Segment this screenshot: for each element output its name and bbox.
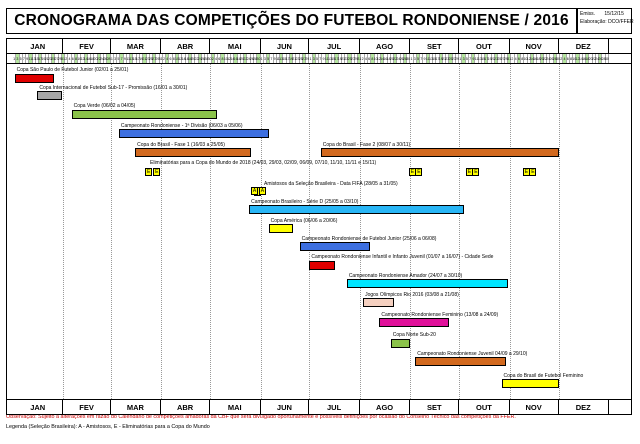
chart-frame xyxy=(6,38,632,415)
eliminatoria-marker: E xyxy=(474,169,478,175)
month-label-jul: JUL xyxy=(309,400,359,414)
day-cell: 10 xyxy=(78,54,81,63)
day-cell: 23 xyxy=(147,54,150,63)
month-label-fev: FEV xyxy=(63,39,110,53)
header-rule xyxy=(6,53,632,54)
day-cell: 7 xyxy=(420,54,423,63)
day-cell: 8 xyxy=(221,54,224,63)
eliminatoria-marker: E xyxy=(467,169,472,175)
task-label: Copa Verde (06/02 a 04/05) xyxy=(73,103,136,109)
day-cell: 11 xyxy=(29,54,32,63)
day-cell: 9 xyxy=(124,54,127,63)
month-label-set: SET xyxy=(410,400,459,414)
day-cell: 27 xyxy=(453,54,456,63)
day-cell: 1 xyxy=(309,54,312,63)
month-label-out: OUT xyxy=(459,400,509,414)
day-cell: 25 xyxy=(449,54,452,63)
day-cell: 9 xyxy=(423,54,426,63)
day-cell: 21 xyxy=(443,54,446,63)
day-cell: 24 xyxy=(247,54,250,63)
day-cell: 5 xyxy=(466,54,469,63)
day-cell: 16 xyxy=(234,54,237,63)
day-cell: 8 xyxy=(521,54,524,63)
day-cell: 6 xyxy=(72,54,75,63)
month-label-dez: DEZ xyxy=(559,400,609,414)
header-rule xyxy=(6,414,632,415)
day-cell: 23 xyxy=(49,54,52,63)
day-cell: 19 xyxy=(488,54,491,63)
day-cell: 4 xyxy=(215,54,218,63)
day-cell: 14 xyxy=(231,54,234,63)
day-cell: 6 xyxy=(169,54,172,63)
day-cell: 27 xyxy=(55,54,58,63)
day-cell: 5 xyxy=(267,54,270,63)
day-cell: 7 xyxy=(319,54,322,63)
day-cell: 11 xyxy=(326,54,329,63)
month-label-mai: MAI xyxy=(210,400,260,414)
day-cell: 26 xyxy=(251,54,254,63)
day-cell: 20 xyxy=(391,54,394,63)
day-cell: 25 xyxy=(52,54,55,63)
day-cell: 28 xyxy=(205,54,208,63)
day-cell: 27 xyxy=(303,54,306,63)
day-cell: 26 xyxy=(104,54,107,63)
day-cell: 22 xyxy=(98,54,101,63)
eliminatorias-label: Eliminatórias para a Copa do Mundo de 2018 (24/03, 29/03, 02/09, 06/09, 07/10, 11/10, 11/11 e 15/11) xyxy=(150,160,377,166)
day-cell: 22 xyxy=(544,54,547,63)
day-cell: 13 xyxy=(33,54,36,63)
day-cell: 25 xyxy=(150,54,153,63)
day-cell: 8 xyxy=(75,54,78,63)
day-cell: 22 xyxy=(195,54,198,63)
day-cell: 2 xyxy=(163,54,166,63)
day-cell: 17 xyxy=(436,54,439,63)
task-label: Copa do Brasil de Futebol Feminino xyxy=(503,373,584,379)
day-cell: 25 xyxy=(300,54,303,63)
task-label: Copa Norte Sub-20 xyxy=(392,332,436,338)
day-cell: 30 xyxy=(257,54,260,63)
day-cell: 31 xyxy=(62,54,65,63)
task-label: Copa do Brasil - Fase 2 (08/07 a 30/11) xyxy=(322,142,411,148)
day-cell: 3 xyxy=(414,54,417,63)
month-label-fev: FEV xyxy=(63,400,110,414)
month-label-mai: MAI xyxy=(210,39,260,53)
day-cell: 13 xyxy=(130,54,133,63)
eliminatoria-marker: E xyxy=(531,169,535,175)
day-cell: 24 xyxy=(596,54,599,63)
month-label-jun: JUN xyxy=(261,39,310,53)
day-cell: 31 xyxy=(160,54,163,63)
day-cell: 13 xyxy=(280,54,283,63)
day-cell: 24 xyxy=(547,54,550,63)
day-cell: 13 xyxy=(430,54,433,63)
day-cell: 20 xyxy=(241,54,244,63)
day-cell: 18 xyxy=(537,54,540,63)
chart-title: CRONOGRAMA DAS COMPETIÇÕES DO FUTEBOL RONDONIENSE / 2016 xyxy=(6,8,577,34)
day-cell: 18 xyxy=(388,54,391,63)
day-cell: 21 xyxy=(492,54,495,63)
day-cell: 10 xyxy=(524,54,527,63)
day-cell: 30 xyxy=(557,54,560,63)
day-cell: 3 xyxy=(462,54,465,63)
day-cell: 7 xyxy=(120,54,123,63)
day-cell: 18 xyxy=(189,54,192,63)
task-label: Campeonato Rondoniense Amador (24/07 a 30/10) xyxy=(348,273,463,279)
month-label-mar: MAR xyxy=(111,39,161,53)
day-cell: 14 xyxy=(580,54,583,63)
day-cell: 30 xyxy=(606,54,609,63)
header-rule xyxy=(6,38,632,39)
emission-info xyxy=(577,8,632,34)
month-label-abr: ABR xyxy=(161,400,210,414)
day-cell: 15 xyxy=(433,54,436,63)
day-cell: 19 xyxy=(42,54,45,63)
task-label: Campeonato Rondoniense Feminino (13/08 a 24/09) xyxy=(381,312,499,318)
day-cell: 13 xyxy=(329,54,332,63)
day-cell: 25 xyxy=(498,54,501,63)
eliminatoria-marker: E xyxy=(155,169,159,175)
day-cell: 7 xyxy=(270,54,273,63)
day-cell: 17 xyxy=(39,54,42,63)
day-cell: 29 xyxy=(505,54,508,63)
day-cell: 1 xyxy=(410,54,413,63)
day-cell: 12 xyxy=(179,54,182,63)
day-cell: 27 xyxy=(352,54,355,63)
day-cell: 17 xyxy=(485,54,488,63)
day-cell: 4 xyxy=(563,54,566,63)
amistoso-marker: A xyxy=(252,188,257,194)
day-cell: 19 xyxy=(290,54,293,63)
month-label-jul: JUL xyxy=(309,39,359,53)
task-label: Copa Internacional de Futebol Sub-17 - Promissão (16/01 a 30/01) xyxy=(39,85,188,91)
observation-note: Observação: Sujeito a alterações em razão do Calendário de competições amadoras da CBF que será divulgado oportunamente e possíveis definições por ocasião do Conselho Técnico das competições da FFER. xyxy=(6,414,516,420)
day-cell: 17 xyxy=(287,54,290,63)
month-label-dez: DEZ xyxy=(559,39,609,53)
task-label: Copa América (06/06 a 20/06) xyxy=(270,218,338,224)
day-cell: 12 xyxy=(81,54,84,63)
day-cell: 20 xyxy=(589,54,592,63)
day-cell: 24 xyxy=(101,54,104,63)
day-cell: 20 xyxy=(541,54,544,63)
task-label: Copa do Brasil - Fase 1 (16/03 a 25/05) xyxy=(137,142,225,148)
day-cell: 7 xyxy=(469,54,472,63)
day-cell: 19 xyxy=(440,54,443,63)
day-cell: 8 xyxy=(371,54,374,63)
day-cell: 16 xyxy=(583,54,586,63)
eliminatoria-marker: E xyxy=(417,169,421,175)
day-cell: 5 xyxy=(316,54,319,63)
day-cell: 28 xyxy=(254,54,257,63)
day-cell: 2 xyxy=(212,54,215,63)
day-cell: 8 xyxy=(173,54,176,63)
day-cell: 23 xyxy=(296,54,299,63)
day-cell: 22 xyxy=(394,54,397,63)
day-cell: 15 xyxy=(482,54,485,63)
task-label: Campeonato Brasileiro - Série D (25/05 a 03/10) xyxy=(251,199,359,205)
day-cell: 9 xyxy=(274,54,277,63)
day-cell: 17 xyxy=(335,54,338,63)
day-cell: 12 xyxy=(576,54,579,63)
month-label-jan: JAN xyxy=(13,400,63,414)
day-cell: 26 xyxy=(202,54,205,63)
day-cell: 18 xyxy=(586,54,589,63)
task-label: Amistosos da Seleção Brasileira - Data FIFA (28/05 a 31/05) xyxy=(264,181,398,187)
month-label-set: SET xyxy=(410,39,459,53)
day-cell: 26 xyxy=(401,54,404,63)
day-cell: 4 xyxy=(365,54,368,63)
legend-note: Legenda (Seleção Brasileira): A - Amistosos, E - Eliminatórias para a Copa do Mundo xyxy=(6,424,210,430)
day-cell: 10 xyxy=(573,54,576,63)
day-cell: 2 xyxy=(361,54,364,63)
day-cell: 3 xyxy=(114,54,117,63)
day-cell: 3 xyxy=(264,54,267,63)
month-label-nov: NOV xyxy=(510,400,559,414)
day-cell: 27 xyxy=(153,54,156,63)
day-cell: 4 xyxy=(515,54,518,63)
day-cell: 12 xyxy=(228,54,231,63)
day-cell: 29 xyxy=(59,54,62,63)
day-cell: 29 xyxy=(156,54,159,63)
day-cell: 14 xyxy=(85,54,88,63)
task-label: Campeonato Rondoniense de Futebol Junior (25/06 a 06/08) xyxy=(301,236,437,242)
day-cell: 26 xyxy=(599,54,602,63)
day-cell: 1 xyxy=(459,54,462,63)
day-cell: 29 xyxy=(306,54,309,63)
day-cell: 14 xyxy=(381,54,384,63)
month-label-out: OUT xyxy=(459,39,509,53)
month-label-ago: AGO xyxy=(360,39,410,53)
day-cell: 29 xyxy=(355,54,358,63)
task-label: Campeonato Rondoniense Juvenil 04/09 a 29/10) xyxy=(417,351,528,357)
day-cell: 6 xyxy=(518,54,521,63)
task-label: Copa São Paulo de Futebol Junior (02/01 a 25/01) xyxy=(16,67,129,73)
day-cell: 26 xyxy=(550,54,553,63)
day-cell: 30 xyxy=(208,54,211,63)
eliminatoria-marker: E xyxy=(146,169,151,175)
day-cell: 28 xyxy=(404,54,407,63)
day-cell: 24 xyxy=(397,54,400,63)
day-cell: 12 xyxy=(528,54,531,63)
day-cell: 16 xyxy=(88,54,91,63)
day-cell: 22 xyxy=(244,54,247,63)
day-cell: 28 xyxy=(107,54,110,63)
task-label: Campeonato Rondoniense Infantil e Infanto Juvenil (01/07 a 16/07) - Cidade Sede xyxy=(311,254,494,260)
header-rule xyxy=(6,63,632,64)
day-cell: 23 xyxy=(345,54,348,63)
day-cell: 19 xyxy=(140,54,143,63)
day-cell: 14 xyxy=(182,54,185,63)
day-cell: 14 xyxy=(531,54,534,63)
day-cell: 9 xyxy=(26,54,29,63)
day-cell: 2 xyxy=(560,54,563,63)
day-cell: 16 xyxy=(384,54,387,63)
month-label-mar: MAR xyxy=(111,400,161,414)
day-cell: 16 xyxy=(186,54,189,63)
day-cell: 15 xyxy=(134,54,137,63)
day-cell: 4 xyxy=(166,54,169,63)
day-cell: 21 xyxy=(143,54,146,63)
month-label-jun: JUN xyxy=(261,400,310,414)
day-cell: 23 xyxy=(446,54,449,63)
day-cell: 28 xyxy=(602,54,605,63)
day-cell: 22 xyxy=(593,54,596,63)
day-cell: 21 xyxy=(342,54,345,63)
month-label-nov: NOV xyxy=(510,39,559,53)
header-rule xyxy=(6,399,632,400)
day-cell: 28 xyxy=(554,54,557,63)
day-cell: 31 xyxy=(508,54,511,63)
day-cell: 30 xyxy=(407,54,410,63)
day-cell: 16 xyxy=(534,54,537,63)
day-cell: 24 xyxy=(199,54,202,63)
day-cell: 6 xyxy=(218,54,221,63)
day-cell: 6 xyxy=(368,54,371,63)
day-cell: 3 xyxy=(313,54,316,63)
day-cell: 10 xyxy=(225,54,228,63)
day-cell: 2 xyxy=(511,54,514,63)
day-cell: 7 xyxy=(23,54,26,63)
day-cell: 20 xyxy=(192,54,195,63)
day-cell: 15 xyxy=(332,54,335,63)
eliminatoria-marker: E xyxy=(524,169,529,175)
day-cell: 4 xyxy=(68,54,71,63)
emission-label: Emiss. xyxy=(580,11,595,17)
day-cell: 8 xyxy=(570,54,573,63)
day-cell: 29 xyxy=(456,54,459,63)
month-label-abr: ABR xyxy=(161,39,210,53)
amistoso-marker: A xyxy=(260,188,265,194)
day-cell: 9 xyxy=(322,54,325,63)
day-cell: 1 xyxy=(13,54,16,63)
prepared-by: Elaboração: DCO/FFER xyxy=(580,19,634,25)
day-cell: 11 xyxy=(277,54,280,63)
day-cell: 17 xyxy=(137,54,140,63)
day-cell: 5 xyxy=(417,54,420,63)
day-cell: 10 xyxy=(176,54,179,63)
task-label: Jogos Olímpicos Rio 2016 (03/08 a 21/08) xyxy=(365,292,459,298)
day-cell: 1 xyxy=(261,54,264,63)
day-cell: 21 xyxy=(293,54,296,63)
day-cell: 13 xyxy=(479,54,482,63)
day-cell: 10 xyxy=(375,54,378,63)
day-cell: 5 xyxy=(117,54,120,63)
day-cell: 9 xyxy=(472,54,475,63)
day-cell: 3 xyxy=(16,54,19,63)
day-cell: 15 xyxy=(36,54,39,63)
day-cell: 25 xyxy=(348,54,351,63)
day-cell: 6 xyxy=(567,54,570,63)
day-cell: 11 xyxy=(127,54,130,63)
day-cell: 15 xyxy=(283,54,286,63)
month-label-jan: JAN xyxy=(13,39,63,53)
day-cell: 18 xyxy=(91,54,94,63)
day-cell: 11 xyxy=(475,54,478,63)
day-cell: 21 xyxy=(46,54,49,63)
month-label-ago: AGO xyxy=(360,400,410,414)
day-cell: 19 xyxy=(339,54,342,63)
day-cell: 31 xyxy=(358,54,361,63)
day-cell: 27 xyxy=(502,54,505,63)
eliminatoria-marker: E xyxy=(410,169,415,175)
day-cell: 12 xyxy=(378,54,381,63)
day-cell: 23 xyxy=(495,54,498,63)
emission-date: 15/12/15 xyxy=(604,11,624,17)
day-cell: 1 xyxy=(111,54,114,63)
day-cell: 18 xyxy=(238,54,241,63)
day-cell: 11 xyxy=(427,54,430,63)
task-label: Campeonato Rondoniense - 1ª Divisão (06/03 a 05/06) xyxy=(120,123,243,129)
day-cell: 20 xyxy=(94,54,97,63)
day-cell: 2 xyxy=(65,54,68,63)
day-cell: 5 xyxy=(20,54,23,63)
